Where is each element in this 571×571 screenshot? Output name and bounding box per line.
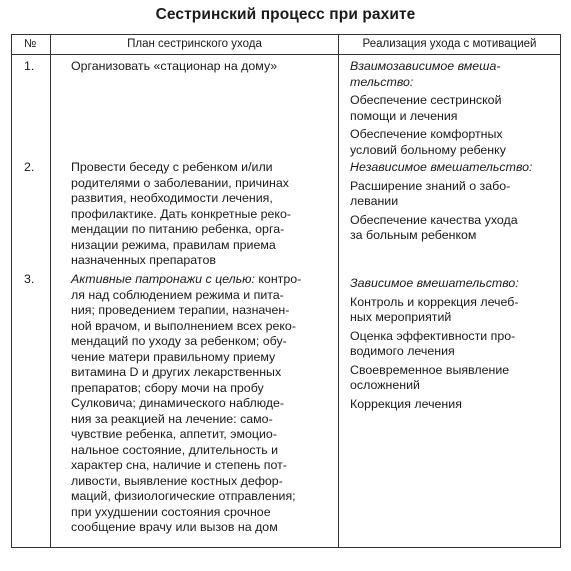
list-item bbox=[350, 295, 556, 326]
list-item bbox=[350, 363, 556, 394]
plan-cell bbox=[51, 55, 339, 159]
plan-line: ля над соблюдением режима и пита- bbox=[71, 287, 284, 302]
list-item-line: Своевременное выявление bbox=[350, 362, 510, 377]
list-item-line: Обеспечение сестринской bbox=[350, 93, 502, 107]
plan-cell bbox=[51, 272, 339, 548]
plan-cell bbox=[51, 158, 339, 272]
list-item-line: Обеспечение комфортных bbox=[350, 127, 503, 141]
plan-line: характер сна, наличие и степень пот- bbox=[71, 458, 287, 472]
plan-line: ния; проведением терапии, назначен- bbox=[71, 303, 290, 317]
intervention-heading: тельство: bbox=[350, 74, 414, 89]
list-item-line: Расширение знаний о забо- bbox=[350, 178, 511, 193]
implementation-cell bbox=[339, 55, 561, 159]
list-item bbox=[350, 127, 556, 158]
list-item bbox=[350, 179, 556, 210]
plan-line: Организовать «стационар на дому» bbox=[71, 59, 278, 73]
list-item bbox=[350, 329, 556, 360]
row-number: 2. bbox=[12, 158, 51, 272]
list-item-line: Контроль и коррекция лечеб- bbox=[350, 294, 519, 309]
plan-line: профилактике. Дать конкретные реко- bbox=[71, 206, 292, 221]
list-item-line: за больным ребенком bbox=[350, 228, 477, 242]
list-item-line: Обеспечение качества ухода bbox=[350, 212, 518, 227]
plan-line: мендаций по уходу за ребенком; обу- bbox=[71, 334, 287, 348]
list-item-line: осложнений bbox=[350, 378, 420, 392]
plan-line: развития, необходимости лечения, bbox=[71, 191, 273, 205]
plan-line: нальное состояние, длительность и bbox=[71, 442, 279, 457]
plan-line: маций, физиологические отправления; bbox=[71, 489, 296, 503]
header-plan: План сестринского ухода bbox=[51, 35, 339, 55]
plan-line: низации режима, правилам приема bbox=[71, 237, 276, 252]
list-item-line: ных мероприятий bbox=[350, 310, 452, 324]
list-item bbox=[350, 93, 556, 124]
plan-line bbox=[71, 272, 332, 288]
list-item-line: водимого лечения bbox=[350, 344, 455, 358]
plan-line: родителями о заболевании, причинах bbox=[71, 175, 289, 190]
plan-line: мендации по питанию ребенка, орга- bbox=[71, 222, 285, 236]
plan-line: ной врачом, и выполнением всех реко- bbox=[71, 318, 296, 333]
plan-line: витамина D и других лекарственных bbox=[71, 365, 282, 379]
implementation-cell bbox=[339, 158, 561, 272]
plan-line: назначенных препаратов bbox=[71, 253, 216, 267]
plan-italic-lead: Активные патронажи с целью: bbox=[71, 272, 255, 286]
list-item-line: Оценка эффективности про- bbox=[350, 328, 516, 343]
plan-line: Сулковича; динамического наблюде- bbox=[71, 396, 284, 410]
list-item-line: помощи и лечения bbox=[350, 108, 458, 123]
intervention-heading: Взаимозависимое вмеша- bbox=[350, 59, 501, 73]
plan-line: Провести беседу с ребенком и/или bbox=[71, 160, 273, 174]
plan-line: ния за реакцией на лечение: само- bbox=[71, 411, 273, 426]
row-number: 1. bbox=[12, 55, 51, 159]
plan-line: сообщение врачу или вызов на дом bbox=[71, 520, 278, 534]
intervention-heading: Независимое вмешательство: bbox=[350, 160, 533, 174]
plan-line: препаратов; сбору мочи на пробу bbox=[71, 380, 264, 395]
page-title: Сестринский процесс при рахите bbox=[155, 6, 416, 23]
list-item-line: Коррекция лечения bbox=[350, 396, 462, 411]
intervention-heading: Зависимое вмешательство: bbox=[350, 276, 519, 290]
table-row bbox=[12, 158, 561, 272]
list-item bbox=[350, 213, 556, 244]
list-item-line: левании bbox=[350, 194, 399, 208]
header-implementation: Реализация ухода с мотивацией bbox=[339, 35, 561, 55]
plan-line: при ухудшении состояния срочное bbox=[71, 504, 271, 519]
list-item bbox=[350, 397, 556, 413]
row-number: 3. bbox=[12, 272, 51, 548]
table-header-row bbox=[12, 35, 561, 55]
header-number: № bbox=[12, 35, 51, 55]
plan-line-rest: контро- bbox=[254, 272, 302, 286]
nursing-process-table bbox=[11, 34, 561, 548]
table-row bbox=[12, 55, 561, 159]
implementation-cell bbox=[339, 272, 561, 548]
plan-line: ливости, выявление костных дефор- bbox=[71, 473, 283, 488]
plan-line: чувствие ребенка, аппетит, эмоцио- bbox=[71, 427, 277, 441]
plan-line: чение матери правильному приему bbox=[71, 349, 276, 364]
list-item-line: условий больному ребенку bbox=[350, 142, 506, 157]
table-row bbox=[12, 272, 561, 548]
